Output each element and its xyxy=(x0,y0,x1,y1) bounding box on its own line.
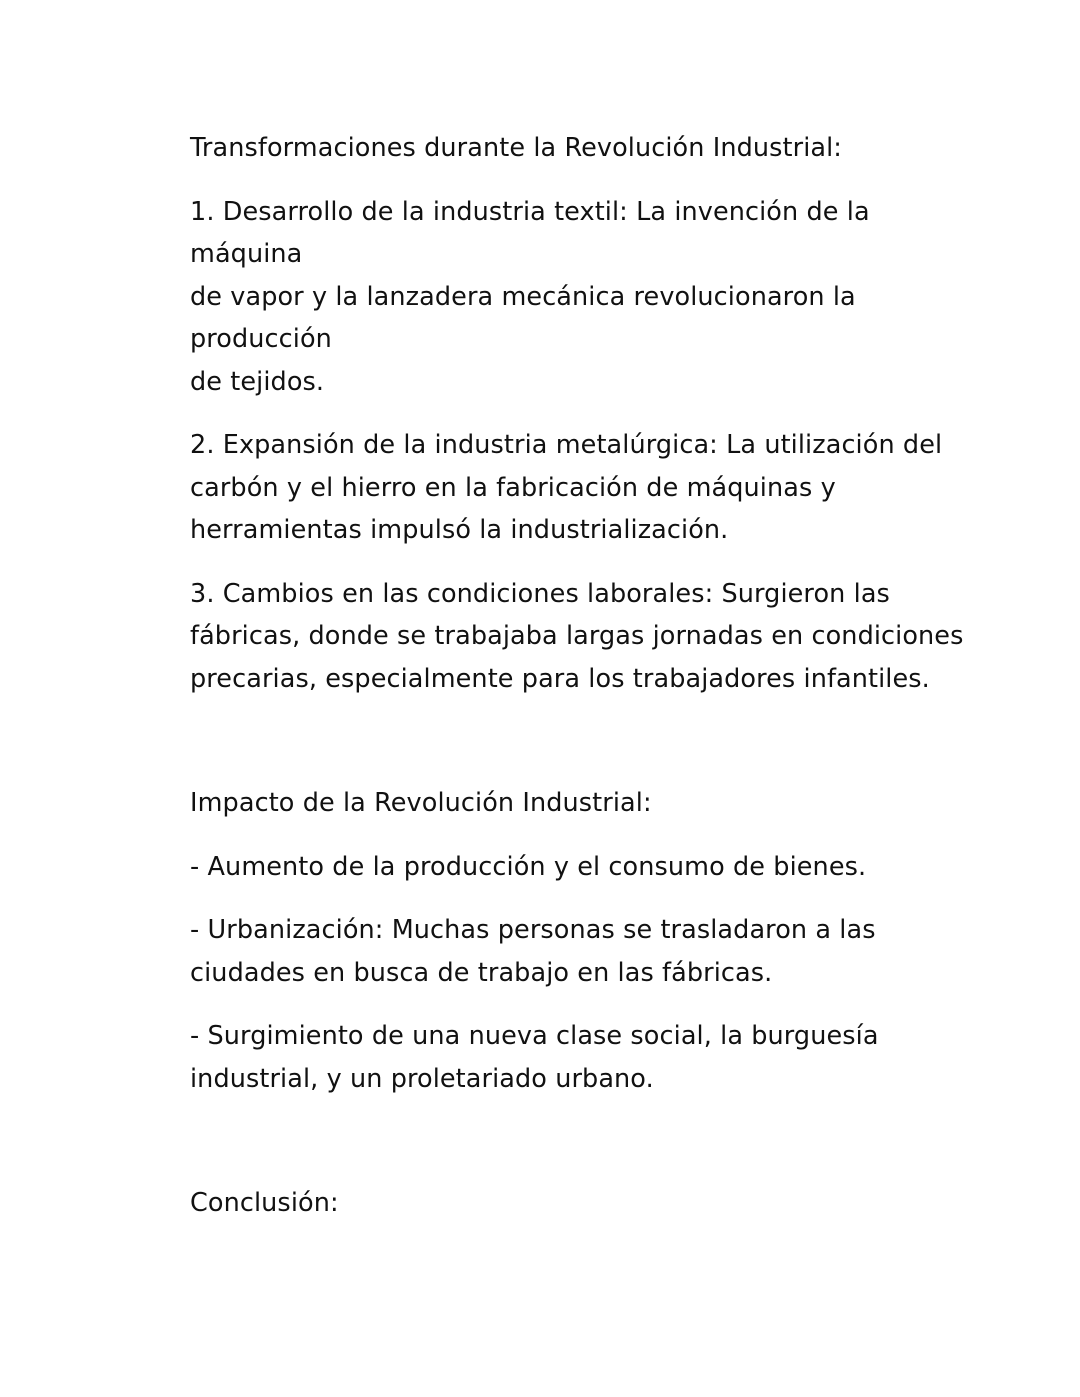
list-item-produccion: - Aumento de la producción y el consumo de bienes. xyxy=(190,851,867,882)
section-heading-conclusion: Conclusión: xyxy=(190,1188,339,1218)
list-item-clase-social: - Surgimiento de una nueva clase social, la burguesía industrial, y un proletariado urbano. xyxy=(190,1021,879,1094)
list-item-urbanizacion: - Urbanización: Muchas personas se trasladaron a las ciudades en busca de trabajo en las fábricas. xyxy=(190,915,876,988)
section-spacer xyxy=(190,1100,970,1182)
section-heading-transformaciones: Transformaciones durante la Revolución Industrial: xyxy=(190,133,842,163)
list-item-textil: 1. Desarrollo de la industria textil: La invención de la máquina de vapor y la lanzadera mecánica revolucionaron la producción de tejidos. xyxy=(190,196,870,397)
list-item-laborales: 3. Cambios en las condiciones laborales: Surgieron las fábricas, donde se trabajaba largas jornadas en condiciones precarias, especialmente para los trabajadores infantiles. xyxy=(190,578,964,694)
section-heading-impacto: Impacto de la Revolución Industrial: xyxy=(190,788,652,818)
section-spacer xyxy=(190,700,970,782)
document-page xyxy=(190,127,970,1246)
list-item-metalurgica: 2. Expansión de la industria metalúrgica: La utilización del carbón y el hierro en la fabricación de máquinas y herramientas impulsó la industrialización. xyxy=(190,430,943,545)
